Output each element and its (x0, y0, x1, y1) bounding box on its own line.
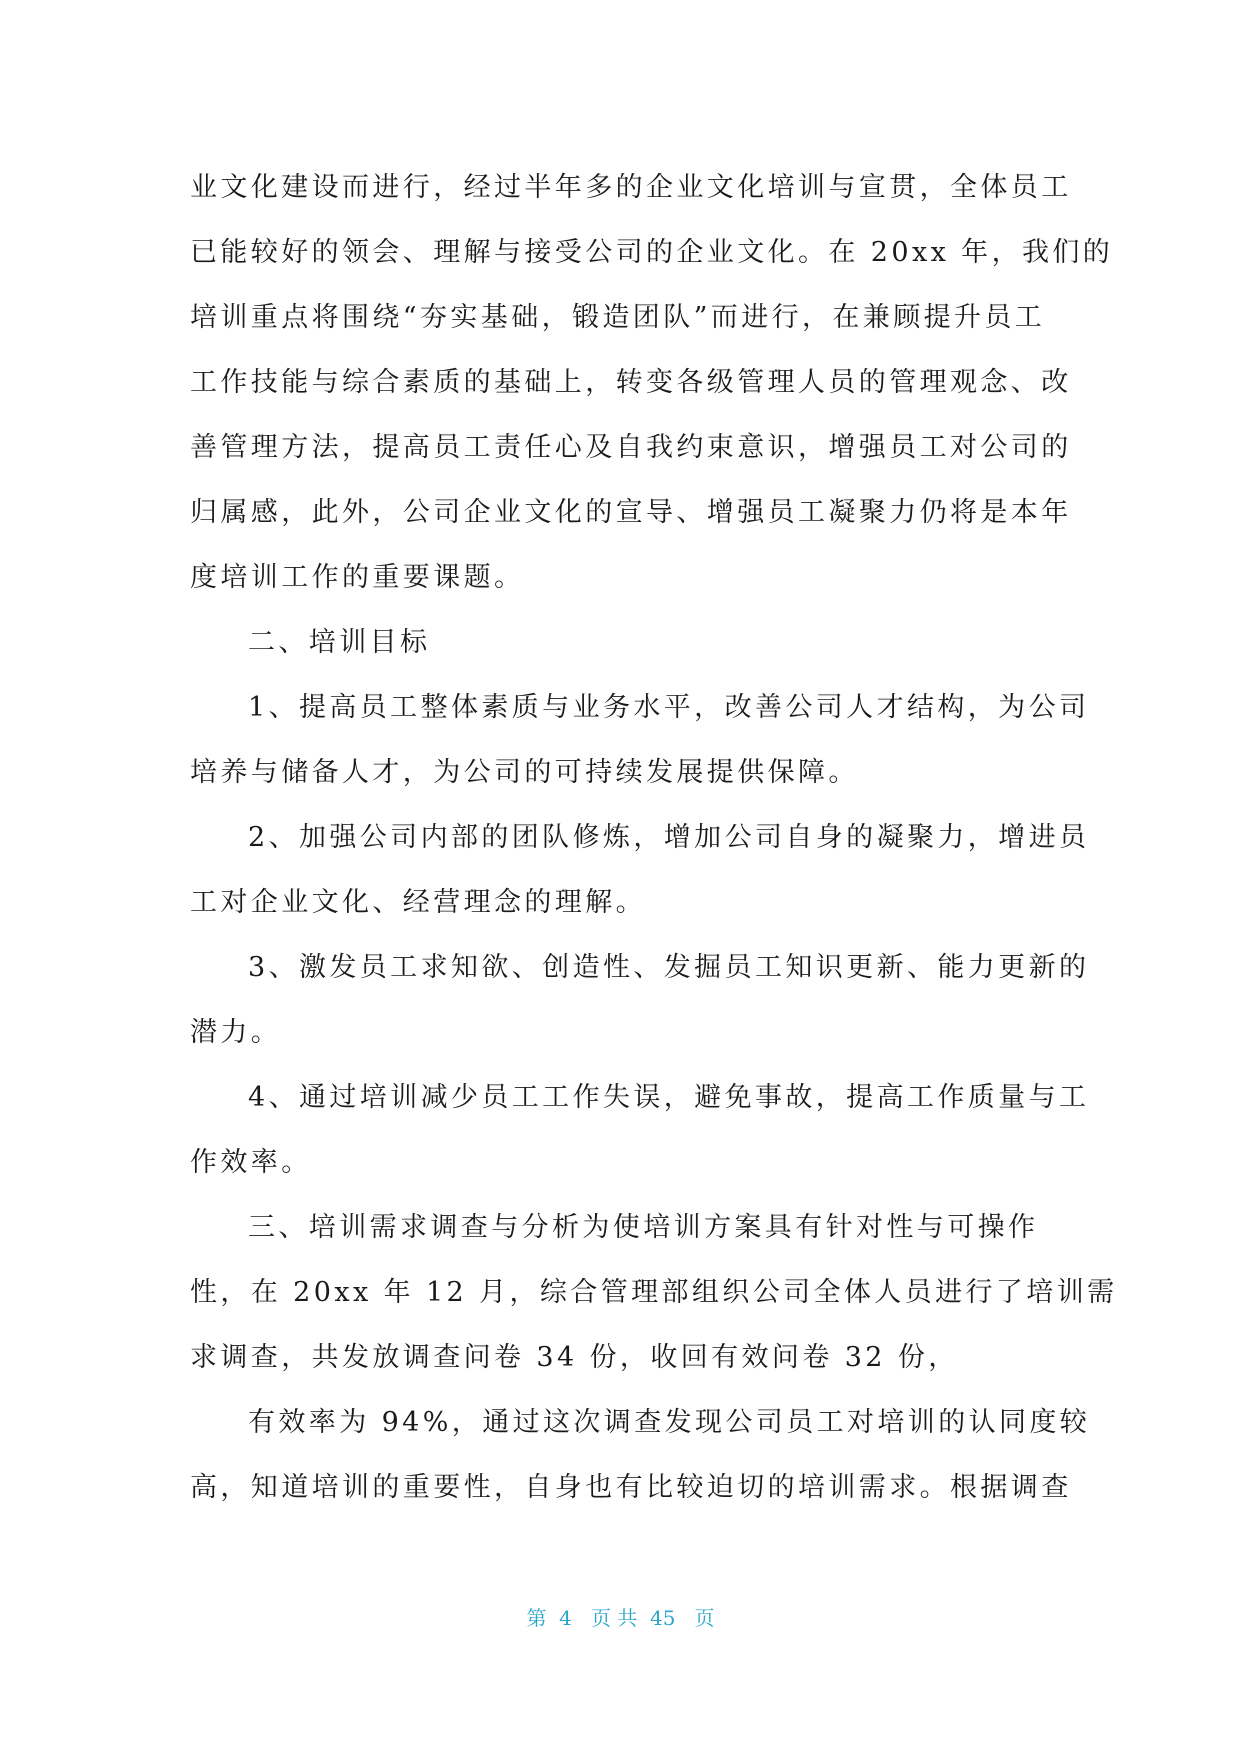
paragraph-line: 作效率。 (190, 1147, 312, 1178)
document-body (190, 155, 1118, 1520)
paragraph-line: 业文化建设而进行，经过半年多的企业文化培训与宣贯，全体员工 (190, 172, 1072, 203)
paragraph-line: 培养与储备人才，为公司的可持续发展提供保障。 (190, 757, 859, 788)
paragraph-line: 2、加强公司内部的团队修炼，增加公司自身的凝聚力，增进员 (248, 822, 1090, 853)
paragraph-line: 培训重点将围绕“夯实基础，锻造团队”而进行，在兼顾提升员工 (190, 302, 1046, 333)
paragraph-line: 1、提高员工整体素质与业务水平，改善公司人才结构，为公司 (248, 692, 1090, 723)
paragraph-line: 善管理方法，提高员工责任心及自我约束意识，增强员工对公司的 (190, 432, 1072, 463)
section-heading: 三、培训需求调查与分析为使培训方案具有针对性与可操作 (248, 1212, 1039, 1243)
page-number-footer: 第 4 页 共 45 页 (526, 1606, 715, 1630)
paragraph-line: 性，在 20xx 年 12 月，综合管理部组织公司全体人员进行了培训需 (190, 1277, 1118, 1308)
paragraph-line: 3、激发员工求知欲、创造性、发掘员工知识更新、能力更新的 (248, 952, 1090, 983)
paragraph-line: 高，知道培训的重要性，自身也有比较迫切的培训需求。根据调查 (190, 1472, 1072, 1503)
paragraph-line: 度培训工作的重要课题。 (190, 562, 525, 593)
paragraph-line: 潜力。 (190, 1017, 282, 1048)
paragraph-line: 4、通过培训减少员工工作失误，避免事故，提高工作质量与工 (248, 1082, 1090, 1113)
paragraph-line: 已能较好的领会、理解与接受公司的企业文化。在 20xx 年，我们的 (190, 237, 1114, 268)
paragraph-line: 工对企业文化、经营理念的理解。 (190, 887, 646, 918)
section-heading: 二、培训目标 (248, 627, 431, 658)
paragraph-line: 求调查，共发放调查问卷 34 份，收回有效问卷 32 份， (190, 1342, 959, 1373)
paragraph-line: 有效率为 94%，通过这次调查发现公司员工对培训的认同度较 (248, 1407, 1091, 1438)
paragraph-line: 归属感，此外，公司企业文化的宣导、增强员工凝聚力仍将是本年 (190, 497, 1072, 528)
paragraph-line: 工作技能与综合素质的基础上，转变各级管理人员的管理观念、改 (190, 367, 1072, 398)
